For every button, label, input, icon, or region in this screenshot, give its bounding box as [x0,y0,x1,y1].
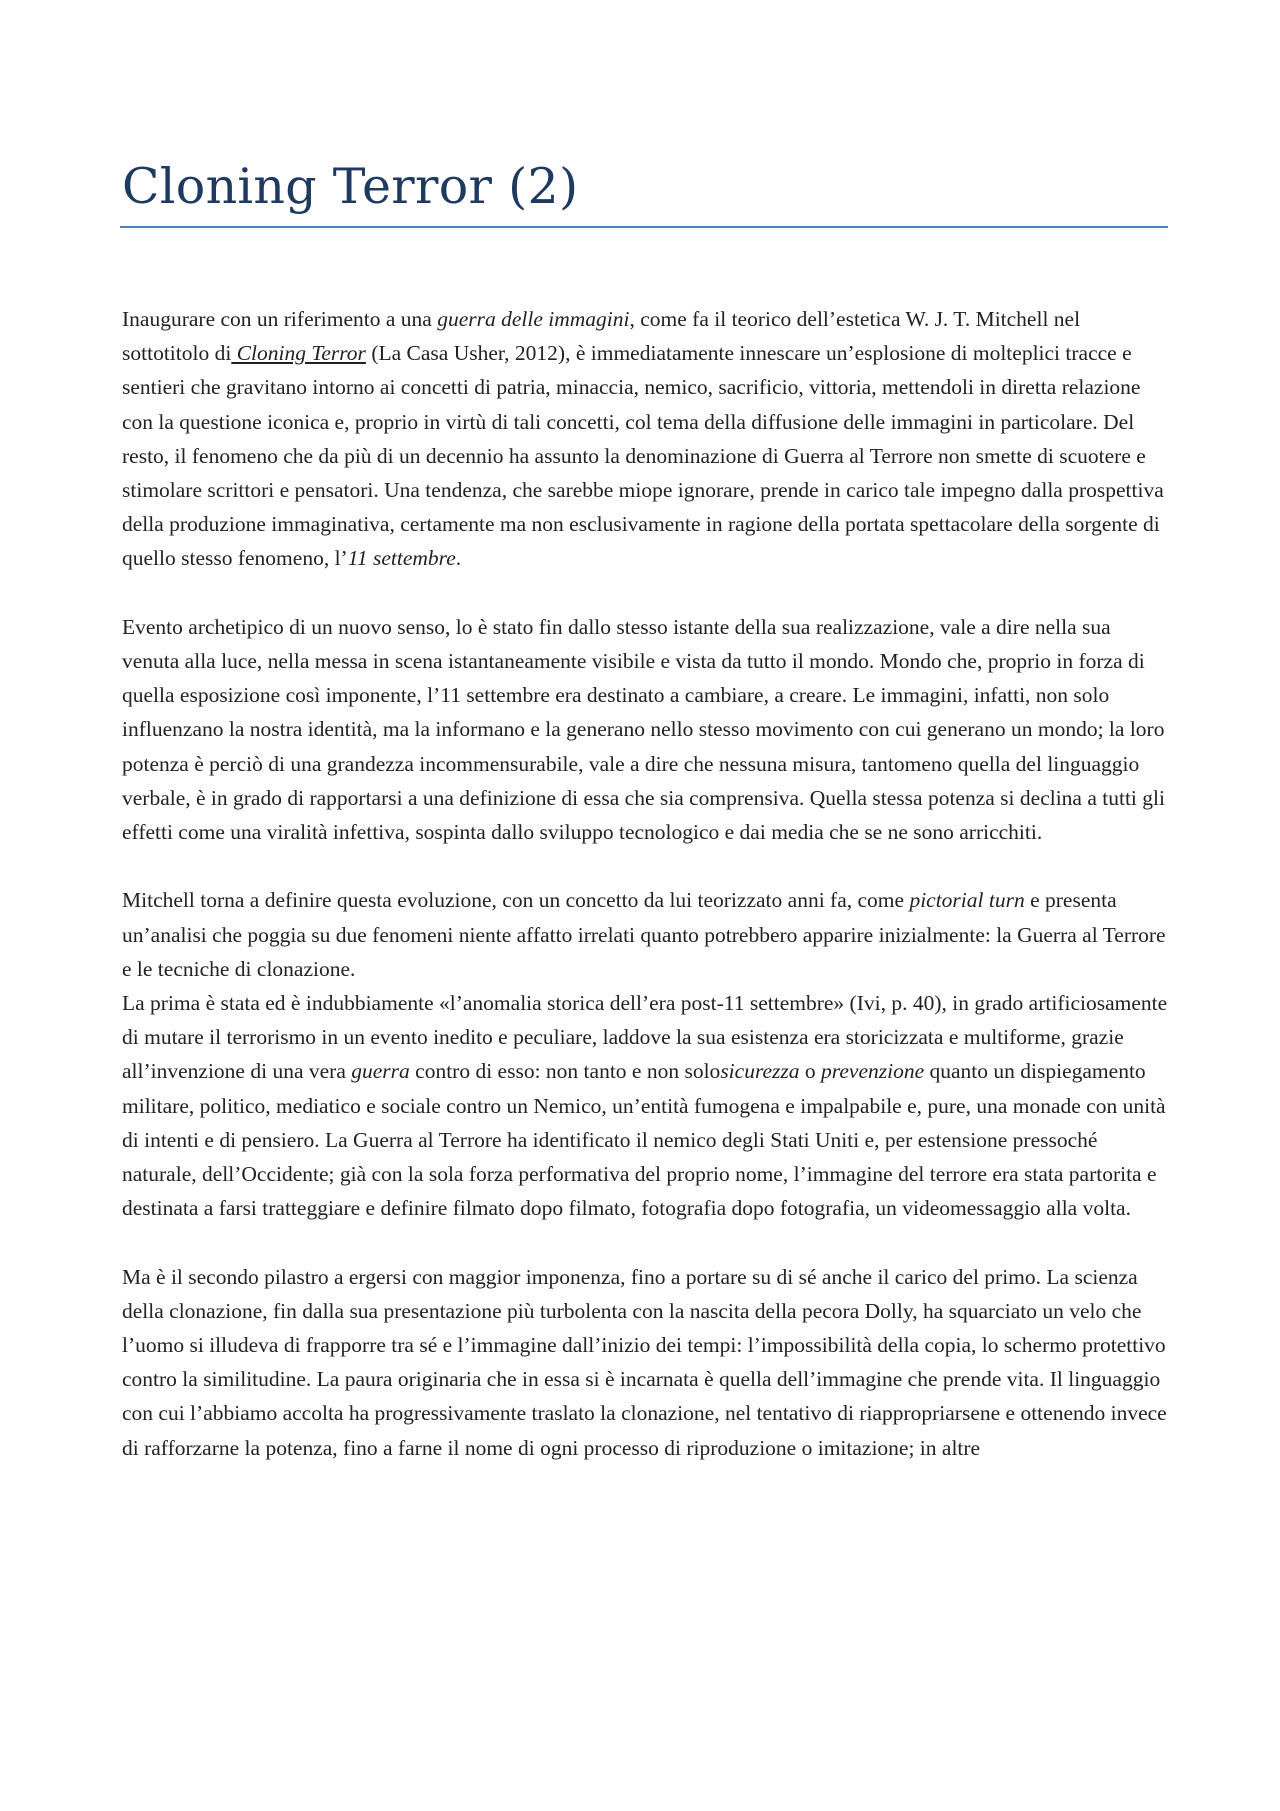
paragraph-text: quanto un dispiegamento militare, politico, mediatico e sociale contro un Nemico, un’entità fumogena e impalpabile e, pure, una monade con unità di intenti e di pensiero. La Guerra al Terrore ha identificato il nemico degli Stati Uniti e, per estensione pressoché naturale, dell’Occidente; già con la sola forza performativa del proprio nome, l’immagine del terrore era stata partorita e destinata a farsi tratteggiare e definire filmato dopo filmato, fotografia dopo fotografia, un videomessaggio alla volta. [122,1059,1166,1221]
title-divider [120,226,1168,228]
paragraph-text: Inaugurare con un riferimento a una [122,307,438,331]
paragraph-text: Ma è il secondo pilastro a ergersi con maggior imponenza, fino a portare su di sé anche il carico del primo. La scienza della clonazione, fin dalla sua presentazione più turbolenta con la nascita della pecora Dolly, ha squarciato un velo che l’uomo si illudeva di frapporre tra sé e l’immagine dall’inizio dei tempi: l’impossibilità della copia, lo schermo protettivo contro la similitudine. La paura originaria che in essa si è incarnata è quella dell’immagine che prende vita. Il linguaggio con cui l’abbiamo accolta ha progressivamente traslato la clonazione, nel tentativo di riappropriarsene e ottenendo invece di rafforzarne la potenza, fino a farne il nome di ogni processo di riproduzione o imitazione; in altre [122,1264,1167,1460]
body-paragraph [122,883,1170,986]
paragraph-text: . [455,546,462,571]
paragraph-text: Mitchell torna a definire questa evoluzione, con un concetto da lui teorizzato anni fa, come [122,888,910,913]
italic-text: pictorial turn [909,888,1025,913]
italic-text: prevenzione [821,1059,925,1084]
body-paragraph [122,986,1170,1225]
paragraph-text: (La Casa Usher, 2012), è immediatamente innescare un’esplosione di molteplici tracce e sentieri che gravitano intorno ai concetti di patria, minaccia, nemico, sacrificio, vittoria, mettendoli in diretta relazione con la questione iconica e, proprio in virtù di tali concetti, col tema della diffusione delle immagini in particolare. Del resto, il fenomeno che da più di un decennio ha assunto la denominazione di Guerra al Terrore non smette di scuotere e stimolare scrittori e pensatori. Una tendenza, che sarebbe miope ignorare, prende in carico tale impegno dalla prospettiva della produzione immaginativa, certamente ma non esclusivamente in ragione della portata spettacolare della sorgente di quello stesso fenomeno, l’ [122,341,1164,571]
body-paragraph [122,302,1170,576]
paragraph-text: o [799,1059,822,1084]
book-title-link[interactable]: Cloning Terror [231,341,366,366]
italic-text: 11 settembre [347,546,456,571]
paragraph-text: e presenta un’analisi che poggia su due fenomeni niente affatto irrelati quanto potrebbero apparire inizialmente: la Guerra al Terrore e le tecniche di clonazione. [122,888,1166,981]
paragraph-text: La prima è stata ed è indubbiamente «l’anomalia storica dell’era post-11 settembre» (Ivi, p. 40), in grado artificiosamente di mutare il terrorismo in un evento inedito e peculiare, laddove la sua esistenza era storicizzata e multiforme, grazie all’invenzione di una vera [122,991,1168,1084]
paragraph-text: contro di esso: non tanto e non solo [409,1059,721,1084]
italic-text: guerra [351,1059,410,1084]
page-title: Cloning Terror (2) [122,158,579,215]
document-body [122,302,1170,1499]
italic-text: sicurezza [720,1059,800,1084]
paragraph-text: , come fa il teorico dell’estetica W. J. T. Mitchell nel sottotitolo di [122,307,1081,366]
body-paragraph [122,1260,1170,1465]
paragraph-text: Evento archetipico di un nuovo senso, lo è stato fin dallo stesso istante della sua realizzazione, vale a dire nella sua venuta alla luce, nella messa in scena istantaneamente visibile e vista da tutto il mondo. Mondo che, proprio in forza di quella esposizione così imponente, l’11 settembre era destinato a cambiare, a creare. Le immagini, infatti, non solo influenzano la nostra identità, ma la informano e la generano nello stesso movimento con cui generano un mondo; la loro potenza è perciò di una grandezza incommensurabile, vale a dire che nessuna misura, tantomeno quella del linguaggio verbale, è in grado di rapportarsi a una definizione di essa che sia comprensiva. Quella stessa potenza si declina a tutti gli effetti come una viralità infettiva, sospinta dallo sviluppo tecnologico e dai media che se ne sono arricchiti. [122,614,1165,845]
italic-text: guerra delle immagini [437,307,630,331]
body-paragraph [122,610,1170,849]
